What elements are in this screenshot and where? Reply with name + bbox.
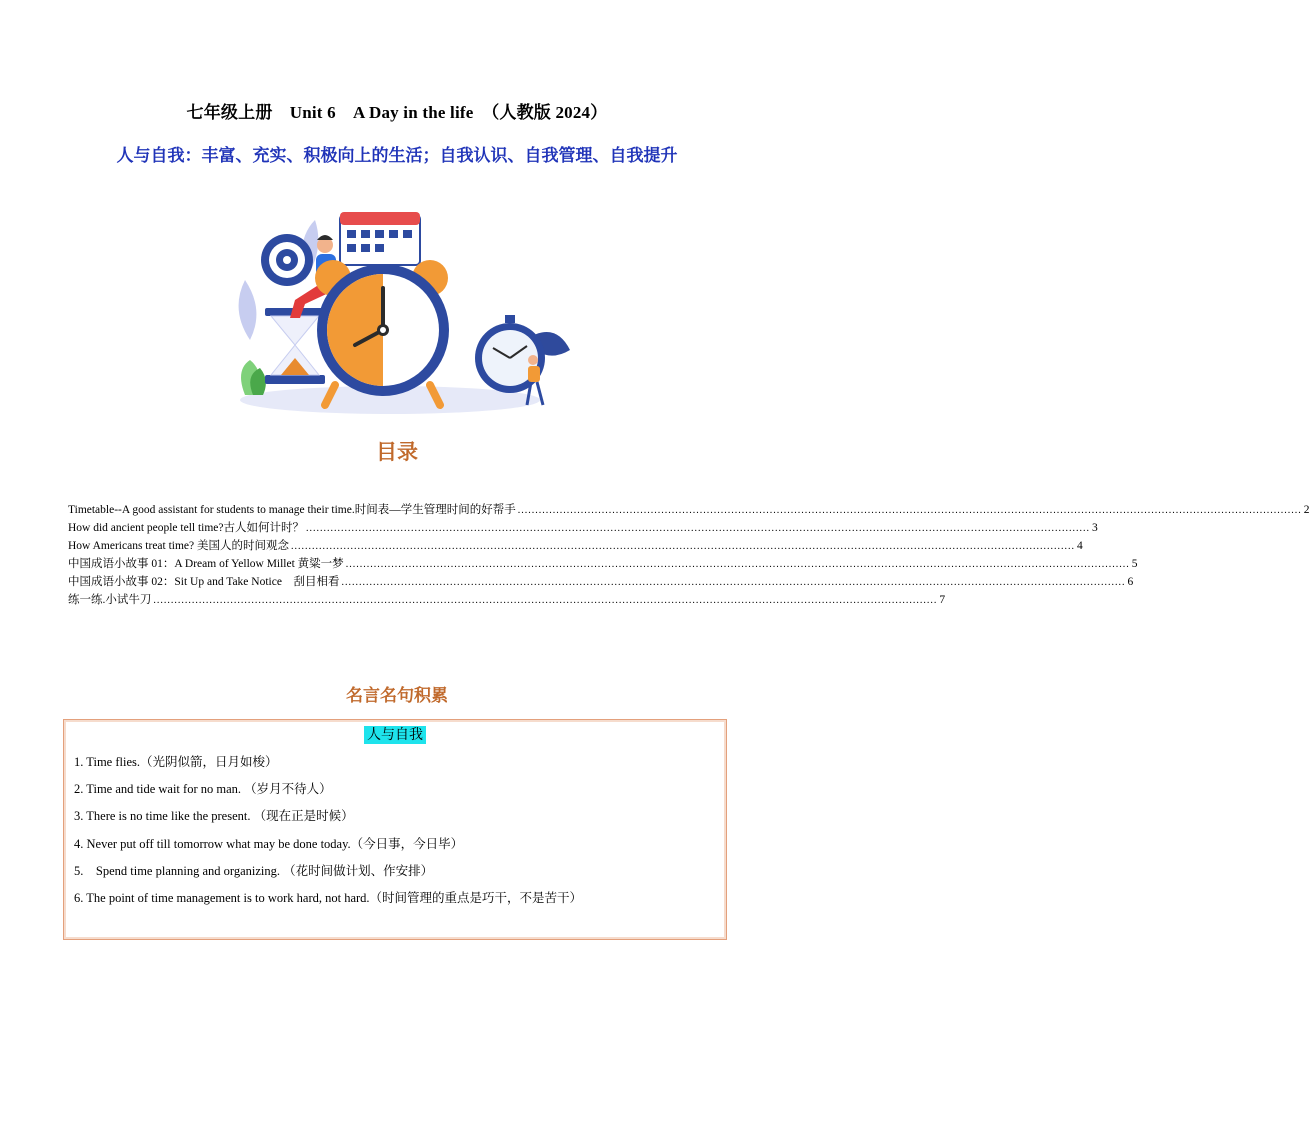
toc-entry[interactable]: [68, 537, 1083, 555]
toc-leader: ................................................................................................................................................................................................................................: [345, 559, 1130, 570]
quotes-box-title: 人与自我: [364, 726, 426, 744]
quote-item: 3. There is no time like the present. （现在正是时候）: [74, 809, 354, 824]
target-icon: [261, 234, 313, 286]
quote-item: 6. The point of time management is to work hard, not hard.（时间管理的重点是巧干，不是苦干）: [74, 890, 583, 905]
quote-item: 5. Spend time planning and organizing. （花时间做计划、作安排）: [74, 863, 434, 878]
quote-item: 2. Time and tide wait for no man. （岁月不待人）: [74, 782, 332, 797]
toc-leader: ................................................................................................................................................................................................................................: [291, 541, 1076, 552]
toc-entry[interactable]: [68, 501, 1309, 519]
toc-entry[interactable]: [68, 591, 946, 609]
plant-icon: [241, 360, 266, 395]
time-management-illustration: [225, 200, 585, 425]
alarm-clock-icon: [315, 260, 449, 405]
quotes-box: [63, 719, 727, 940]
toc-heading: 目录: [376, 440, 418, 464]
toc-entry-title: How did ancient people tell time?古人如何计时？: [68, 522, 305, 534]
toc-entry-page: 6: [1127, 576, 1134, 588]
calendar-icon: [340, 212, 420, 265]
toc-entry-page: 7: [939, 594, 946, 606]
toc-entry-title: 练一练.小试牛刀: [68, 594, 152, 606]
quotes-box-title-wrap: [64, 724, 726, 744]
doc-title: 七年级上册 Unit 6 A Day in the life （人教版 2024）: [186, 103, 608, 122]
toc-entry-page: 5: [1131, 558, 1138, 570]
toc-leader: ................................................................................................................................................................................................................................: [306, 523, 1091, 534]
quote-list: [74, 752, 716, 915]
toc-entry-title: Timetable--A good assistant for students to manage their time.时间表—学生管理时间的好帮手: [68, 504, 516, 516]
toc-entry[interactable]: [68, 555, 1138, 573]
toc-entry-title: 中国成语小故事 02：Sit Up and Take Notice 刮目相看: [68, 576, 340, 588]
doc-subtitle: 人与自我：丰富、充实、积极向上的生活；自我认识、自我管理、自我提升: [116, 146, 678, 166]
quote-item: 4. Never put off till tomorrow what may be done today.（今日事，今日毕）: [74, 836, 464, 851]
toc-leader: ................................................................................................................................................................................................................................: [153, 595, 938, 606]
toc-leader: ................................................................................................................................................................................................................................: [341, 577, 1126, 588]
hourglass-icon: [265, 308, 325, 384]
toc-entry-page: 4: [1077, 540, 1083, 552]
quote-item: 1. Time flies.（光阴似箭，日月如梭）: [74, 755, 278, 769]
toc-entry[interactable]: [68, 519, 1098, 537]
toc-entry-page: 2: [1303, 504, 1309, 516]
toc-entry-page: 3: [1092, 522, 1098, 534]
toc-leader: ................................................................................................................................................................................................................................: [517, 505, 1302, 516]
quotes-heading: 名言名句积累: [346, 686, 448, 706]
toc-entry-title: 中国成语小故事 01：A Dream of Yellow Millet 黄粱一梦: [68, 558, 344, 570]
toc-entry[interactable]: [68, 573, 1134, 591]
toc-entry-title: How Americans treat time? 美国人的时间观念: [68, 540, 290, 552]
table-of-contents: [68, 501, 1309, 609]
